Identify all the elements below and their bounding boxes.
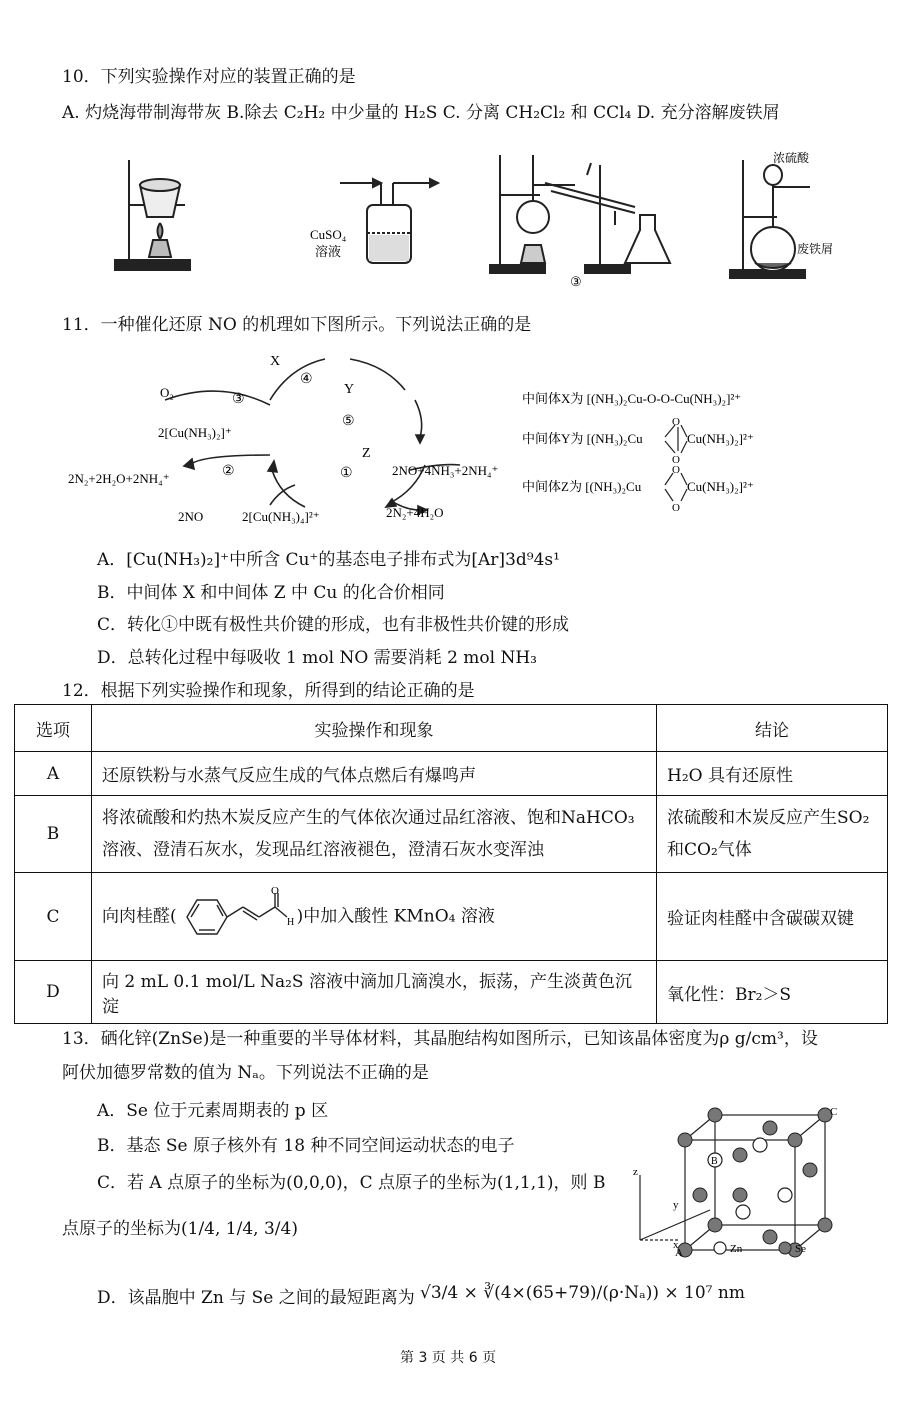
q11-mechanism-diagram bbox=[60, 345, 840, 535]
row-conclusion: H₂O 具有还原性 bbox=[657, 752, 888, 796]
row-operation: 还原铁粉与水蒸气反应生成的气体点燃后有爆鸣声 bbox=[92, 752, 657, 796]
apparatus-c bbox=[490, 155, 670, 273]
q13-option-a: A．Se 位于元素周期表的 p 区 bbox=[97, 1101, 329, 1121]
intermediate-x: 中间体X为 [(NH₃)₂Cu-O-O-Cu(NH₃)₂]²⁺ bbox=[522, 391, 742, 406]
intermediate-y-o-top: O bbox=[672, 416, 680, 428]
cycle-no: 2NO bbox=[178, 509, 204, 524]
step-3: ③ bbox=[232, 392, 245, 407]
row-option: C bbox=[15, 873, 92, 961]
q13-option-c-line1: C．若 A 点原子的坐标为(0,0,0)，C 点原子的坐标为(1,1,1)，则 B bbox=[97, 1173, 606, 1193]
q11-option-a: A．[Cu(NH₃)₂]⁺中所含 Cu⁺的基态电子排布式为[Ar]3d⁹4s¹ bbox=[97, 550, 560, 570]
row-operation-suffix: )中加入酸性 KMnO₄ 溶液 bbox=[296, 906, 495, 926]
q11-option-c: C．转化①中既有极性共价键的形成，也有非极性共价键的形成 bbox=[97, 615, 570, 635]
intermediate-y-suffix: Cu(NH₃)₂]²⁺ bbox=[687, 431, 754, 446]
legend-zn-icon bbox=[714, 1242, 726, 1254]
q10-options: A. 灼烧海带制海带灰 B.除去 C₂H₂ 中少量的 H₂S C. 分离 CH₂Cl₂ 和 CCl₄ D. 充分溶解废铁屑 bbox=[62, 103, 780, 123]
axis-y: y bbox=[673, 1199, 679, 1211]
step-5: ⑤ bbox=[342, 414, 355, 429]
legend-se: Se bbox=[795, 1243, 806, 1255]
q11-option-d: D．总转化过程中每吸收 1 mol NO 需要消耗 2 mol NH₃ bbox=[97, 648, 537, 668]
q11-stem: 11．一种催化还原 NO 的机理如下图所示。下列说法正确的是 bbox=[62, 315, 532, 335]
cinnamaldehyde-o: O bbox=[270, 886, 279, 897]
q12-stem: 12．根据下列实验操作和现象，所得到的结论正确的是 bbox=[62, 681, 475, 701]
intermediate-z-prefix: 中间体Z为 [(NH₃)₂Cu bbox=[522, 479, 642, 494]
q13-stem-line1: 13．硒化锌(ZnSe)是一种重要的半导体材料，其晶胞结构如图所示，已知该晶体密度为ρ g/cm³，设 bbox=[62, 1029, 818, 1049]
step-1: ① bbox=[340, 466, 353, 481]
axis-z: z bbox=[633, 1166, 638, 1178]
cycle-cu-plus: 2[Cu(NH₃)₂]⁺ bbox=[158, 425, 232, 440]
intermediate-z-suffix: Cu(NH₃)₂]²⁺ bbox=[687, 479, 754, 494]
header-conclusion: 结论 bbox=[657, 705, 888, 752]
table-row bbox=[15, 873, 888, 961]
step-2: ② bbox=[222, 464, 235, 479]
table-header-row bbox=[15, 705, 888, 752]
cinnamaldehyde-structure bbox=[177, 887, 297, 947]
row-operation bbox=[92, 873, 657, 961]
row-operation: 将浓硫酸和灼热木炭反应产生的气体依次通过品红溶液、饱和NaHCO₃溶液、澄清石灰水，发现品红溶液褪色，澄清石灰水变浑浊 bbox=[92, 796, 657, 873]
axis-x: x bbox=[673, 1239, 679, 1251]
cycle-left-products: 2N₂+2H₂O+2NH₄⁺ bbox=[68, 471, 170, 486]
intermediate-z-o-bottom: O bbox=[672, 502, 680, 514]
q13-option-d-text: D．该晶胞中 Zn 与 Se 之间的最短距离为 bbox=[97, 1288, 415, 1308]
q12-table bbox=[14, 704, 888, 1024]
q10-apparatus-figures bbox=[105, 145, 845, 290]
row-option: D bbox=[15, 961, 92, 1024]
apparatus-c-label: ③ bbox=[570, 274, 582, 289]
cycle-right-reactants: 2NO+4NH₃+2NH₄⁺ bbox=[392, 463, 499, 478]
cycle-z: Z bbox=[362, 446, 371, 461]
intermediate-z-o-top: O bbox=[672, 464, 680, 476]
arc-4 bbox=[350, 359, 405, 390]
legend-zn: Zn bbox=[730, 1243, 743, 1255]
cell-label-b: B bbox=[711, 1156, 718, 1167]
cycle-cu-2plus: 2[Cu(NH₃)₄]²⁺ bbox=[242, 509, 320, 524]
cycle-right-products: 2N₂+4H₂O bbox=[386, 505, 444, 520]
table-row bbox=[15, 752, 888, 796]
row-conclusion: 氧化性：Br₂＞S bbox=[657, 961, 888, 1024]
apparatus-b-label2: 溶液 bbox=[315, 244, 342, 259]
cinnamaldehyde-h: H bbox=[286, 916, 294, 928]
legend-se-icon bbox=[779, 1242, 791, 1254]
cell-label-a: A bbox=[675, 1247, 683, 1259]
q10-stem: 10．下列实验操作对应的装置正确的是 bbox=[62, 67, 356, 87]
row-conclusion: 浓硫酸和木炭反应产生SO₂和CO₂气体 bbox=[657, 796, 888, 873]
header-operation: 实验操作和现象 bbox=[92, 705, 657, 752]
page-footer: 第 3 页 共 6 页 bbox=[400, 1350, 497, 1366]
table-row bbox=[15, 796, 888, 873]
q11-option-b: B．中间体 X 和中间体 Z 中 Cu 的化合价相同 bbox=[97, 583, 445, 603]
q13-option-d-formula: √3/4 × ∛(4×(65+79)/(ρ·Nₐ)) × 10⁷ nm bbox=[420, 1283, 745, 1303]
apparatus-b bbox=[340, 179, 438, 263]
intermediate-y-o-bottom: O bbox=[672, 454, 680, 466]
row-conclusion: 验证肉桂醛中含碳碳双键 bbox=[657, 873, 888, 961]
row-operation-prefix: 向肉桂醛( bbox=[102, 906, 177, 926]
cycle-x: X bbox=[270, 354, 281, 369]
q13-option-b: B．基态 Se 原子核外有 18 种不同空间运动状态的电子 bbox=[97, 1136, 515, 1156]
step-4: ④ bbox=[300, 372, 313, 387]
row-option: A bbox=[15, 752, 92, 796]
row-option: B bbox=[15, 796, 92, 873]
apparatus-a bbox=[115, 160, 190, 270]
q13-option-c-line2: 点原子的坐标为(1/4, 1/4, 3/4) bbox=[62, 1219, 298, 1239]
apparatus-d bbox=[730, 160, 810, 278]
znse-unit-cell-figure bbox=[625, 1100, 870, 1265]
apparatus-b-label1: CuSO₄ bbox=[310, 227, 347, 242]
apparatus-d-label2: 废铁屑 bbox=[797, 242, 834, 256]
row-operation: 向 2 mL 0.1 mol/L Na₂S 溶液中滴加几滴溴水，振荡，产生淡黄色沉淀 bbox=[92, 961, 657, 1024]
cell-label-c: C bbox=[830, 1106, 838, 1118]
cycle-o2: O₂ bbox=[160, 385, 174, 400]
apparatus-d-label1: 浓硫酸 bbox=[773, 151, 810, 165]
header-option: 选项 bbox=[15, 705, 92, 752]
q13-stem-line2: 阿伏加德罗常数的值为 Nₐ。下列说法不正确的是 bbox=[62, 1063, 429, 1083]
table-row bbox=[15, 961, 888, 1024]
intermediate-y-prefix: 中间体Y为 [(NH₃)₂Cu bbox=[522, 431, 643, 446]
cycle-y: Y bbox=[344, 382, 355, 397]
